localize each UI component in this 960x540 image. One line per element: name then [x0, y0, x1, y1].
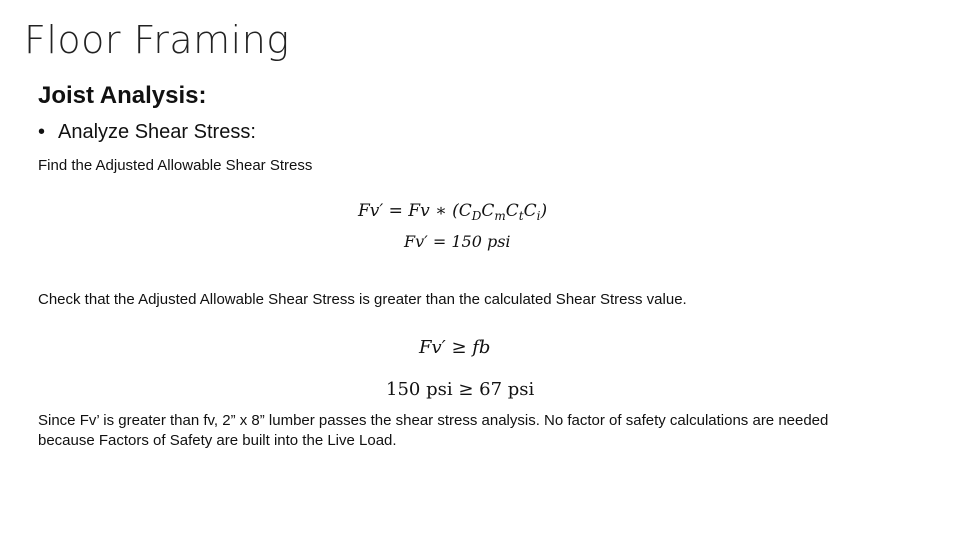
- equation-comparison: Fv′ ≥ fb: [419, 337, 491, 358]
- eq1-sub-m: m: [494, 209, 506, 223]
- section-heading: Joist Analysis:: [38, 82, 207, 109]
- equation-adjusted-shear: [358, 201, 547, 223]
- bullet-item: [38, 121, 256, 144]
- step-check-text: Check that the Adjusted Allowable Shear Stress is greater than the calculated Shear Stress value.: [38, 291, 687, 308]
- bullet-dot-icon: •: [38, 121, 46, 143]
- conclusion-paragraph: Since Fv’ is greater than fv, 2” x 8” lumber passes the shear stress analysis. No factor of safety calculations are needed because Factors of Safety are built into the Live Load.: [38, 412, 829, 449]
- equation-adjusted-value: Fv′ = 150 psi: [404, 232, 511, 251]
- eq1-sub-t: t: [518, 209, 524, 223]
- eq1-c3: C: [505, 201, 519, 221]
- bullet-text: Analyze Shear Stress:: [58, 121, 256, 143]
- eq1-c2: C: [481, 201, 495, 221]
- eq1-sub-i: i: [536, 209, 541, 223]
- slide-title: Floor Framing: [24, 18, 290, 62]
- eq1-c4: C: [523, 201, 537, 221]
- eq1-sub-d: D: [471, 209, 482, 223]
- equation-comparison-values: 150 psi ≥ 67 psi: [386, 379, 535, 400]
- eq1-close: ): [540, 201, 548, 221]
- step-find-text: Find the Adjusted Allowable Shear Stress: [38, 157, 313, 174]
- eq1-lhs: Fv′ = Fv ∗ (C: [358, 201, 472, 221]
